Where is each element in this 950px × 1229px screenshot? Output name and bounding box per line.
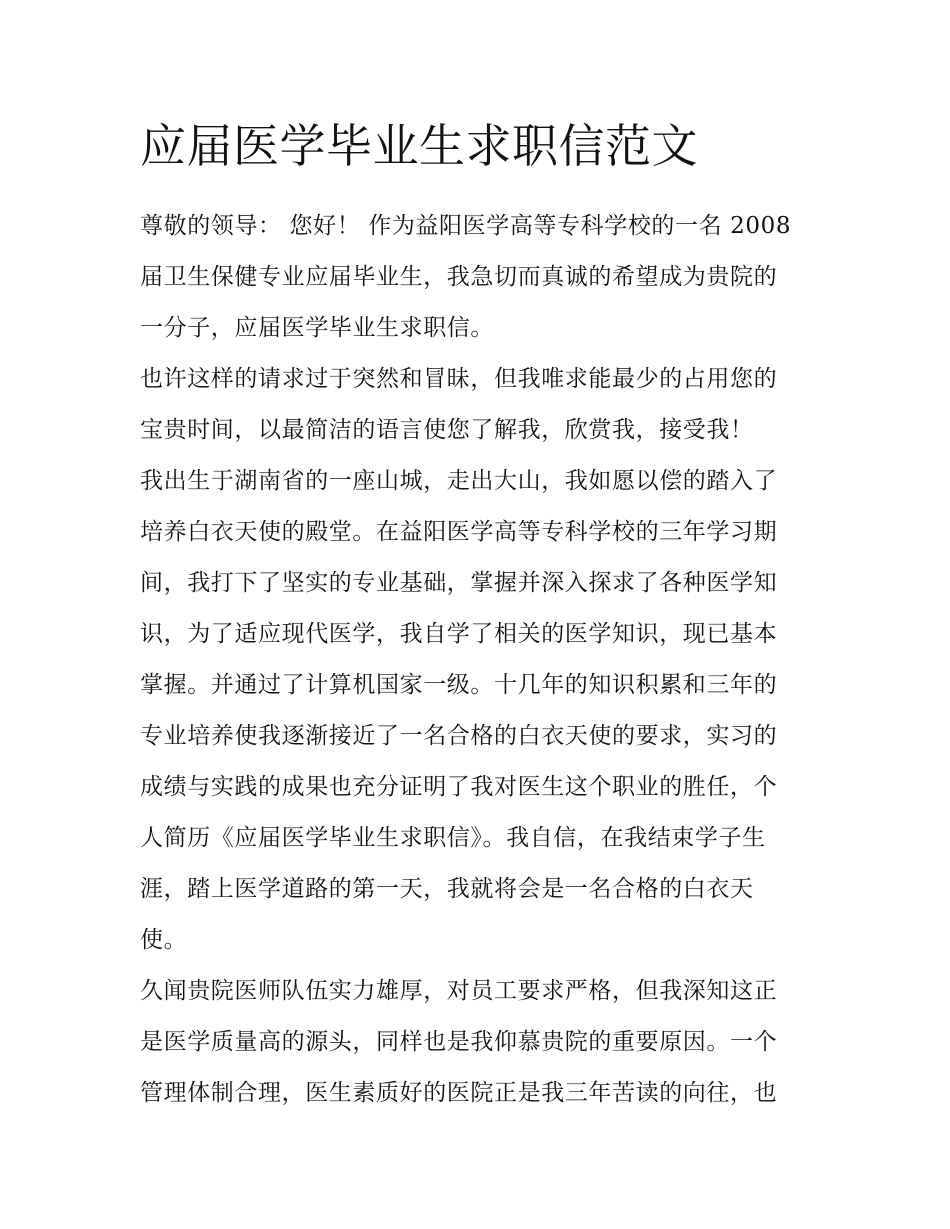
text-line: 涯，踏上医学道路的第一天，我就将会是一名合格的白衣天 [140, 876, 754, 902]
text-line: 成绩与实践的成果也充分证明了我对医生这个职业的胜任，个 [140, 774, 778, 800]
document-body [140, 112, 812, 1119]
text-line: 也许这样的请求过于突然和冒昧，但我唯求能最少的占用您的 [140, 366, 778, 392]
text-line: 专业培养使我逐渐接近了一名合格的白衣天使的要求，实习的 [140, 723, 778, 749]
paragraph-background [140, 456, 812, 966]
text-line: 间，我打下了坚实的专业基础，掌握并深入探求了各种医学知 [140, 570, 778, 596]
text-line: 培养白衣天使的殿堂。在益阳医学高等专科学校的三年学习期 [140, 519, 778, 545]
document-title: 应届医学毕业生求职信范文 [140, 119, 698, 173]
text-line: 一分子，应届医学毕业生求职信。 [140, 315, 494, 341]
paragraph-greeting [140, 201, 812, 354]
text-line: 使。 [140, 927, 188, 953]
text-line: 久闻贵院医师队伍实力雄厚，对员工要求严格，但我深知这正 [140, 978, 778, 1004]
text-line: 是医学质量高的源头，同样也是我仰慕贵院的重要原因。一个 [140, 1029, 778, 1055]
text-line: 届卫生保健专业应届毕业生，我急切而真诚的希望成为贵院的 [140, 264, 778, 290]
paragraph-hospital [140, 966, 812, 1119]
text-line: 识，为了适应现代医学，我自学了相关的医学知识，现已基本 [140, 621, 778, 647]
text-line: 管理体制合理，医生素质好的医院正是我三年苦读的向往，也 [140, 1080, 778, 1106]
paragraph-request [140, 354, 812, 456]
text-line: 人简历《应届医学毕业生求职信》。我自信，在我结束学子生 [140, 825, 766, 851]
text-line: 我出生于湖南省的一座山城，走出大山，我如愿以偿的踏入了 [140, 468, 778, 494]
text-line: 宝贵时间，以最简洁的语言使您了解我，欣赏我，接受我！ [140, 417, 754, 443]
text-line: 尊敬的领导： 您好！ 作为益阳医学高等专科学校的一名 2008 [140, 213, 792, 239]
text-line: 掌握。并通过了计算机国家一级。十几年的知识积累和三年的 [140, 672, 778, 698]
